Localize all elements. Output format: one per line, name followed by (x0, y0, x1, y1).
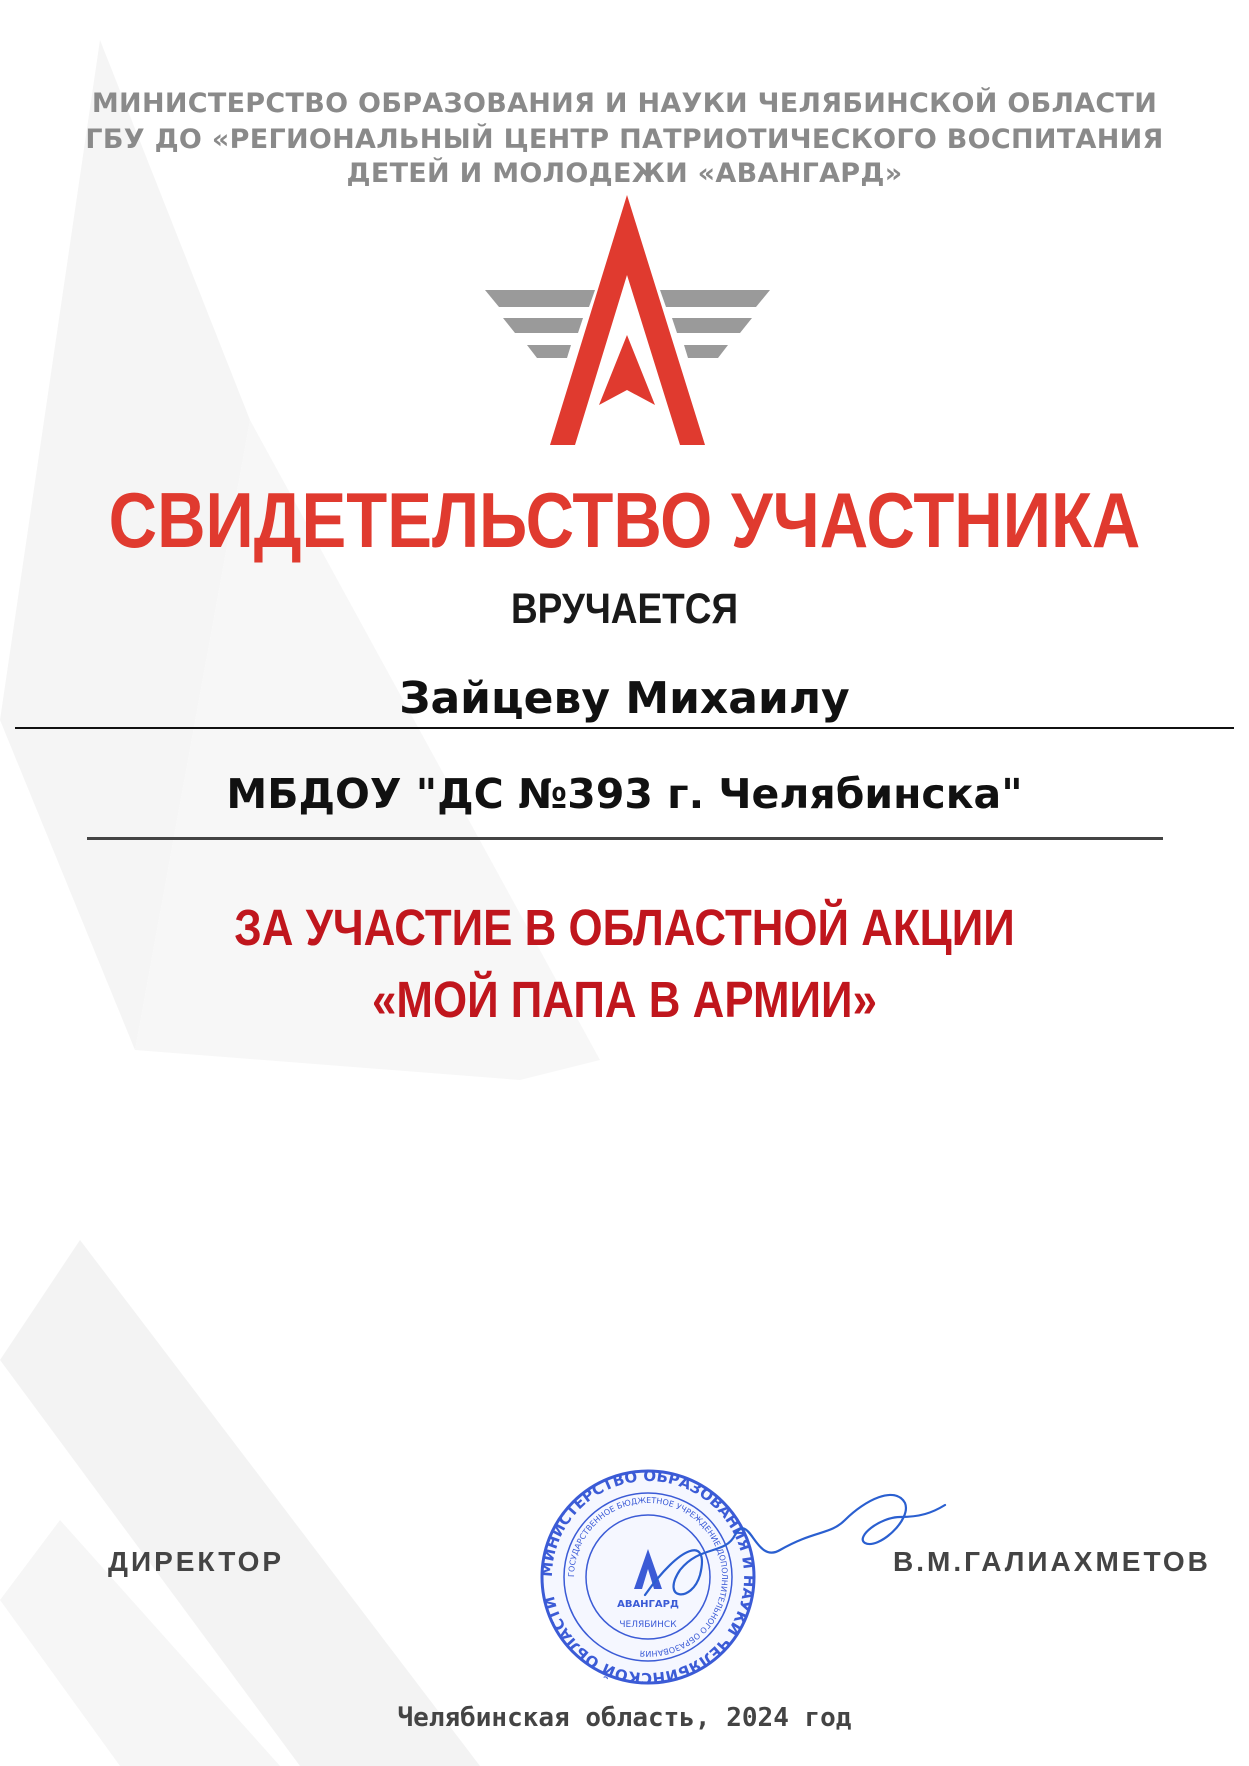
stamp-outer-text: МИНИСТЕРСТВО ОБРАЗОВАНИЯ И НАУКИ ЧЕЛЯБИНСКОЙ ОБЛАСТИ (538, 1467, 758, 1687)
ministry-line: МИНИСТЕРСТВО ОБРАЗОВАНИЯ И НАУКИ ЧЕЛЯБИНСКОЙ ОБЛАСТИ (91, 88, 1158, 119)
handwritten-signature-icon (640, 1475, 950, 1615)
certificate-title: СВИДЕТЕЛЬСТВО УЧАСТНИКА (108, 476, 1141, 564)
recipient-underline (15, 727, 1234, 729)
avangard-logo-icon (485, 195, 770, 445)
organization-line: ГБУ ДО «РЕГИОНАЛЬНЫЙ ЦЕНТР ПАТРИОТИЧЕСКОГО ВОСПИТАНИЯ (85, 124, 1164, 155)
reason-line-2: «МОЙ ПАПА В АРМИИ» (372, 971, 877, 1028)
reason-line-1: ЗА УЧАСТИЕ В ОБЛАСТНОЙ АКЦИИ (234, 899, 1015, 956)
recipient-organization: МБДОУ "ДС №393 г. Челябинска" (226, 770, 1023, 818)
organization-line-2: ДЕТЕЙ И МОЛОДЕЖИ «АВАНГАРД» (346, 158, 903, 189)
stamp-inner-text: ГОСУДАРСТВЕННОЕ БЮДЖЕТНОЕ УЧРЕЖДЕНИЕ ДОПОЛНИТЕЛЬНОГО ОБРАЗОВАНИЯ (566, 1495, 730, 1659)
recipient-name: Зайцеву Михаилу (399, 673, 850, 724)
director-name: В.М.ГАЛИАХМЕТОВ (893, 1546, 1211, 1577)
stamp-city: ЧЕЛЯБИНСК (619, 1620, 677, 1630)
organization-underline (87, 837, 1163, 840)
awarded-label: ВРУЧАЕТСЯ (510, 585, 739, 633)
footer-location-year: Челябинская область, 2024 год (397, 1703, 852, 1733)
director-label: ДИРЕКТОР (108, 1546, 285, 1577)
stamp-center-label: АВАНГАРД (617, 1599, 679, 1610)
